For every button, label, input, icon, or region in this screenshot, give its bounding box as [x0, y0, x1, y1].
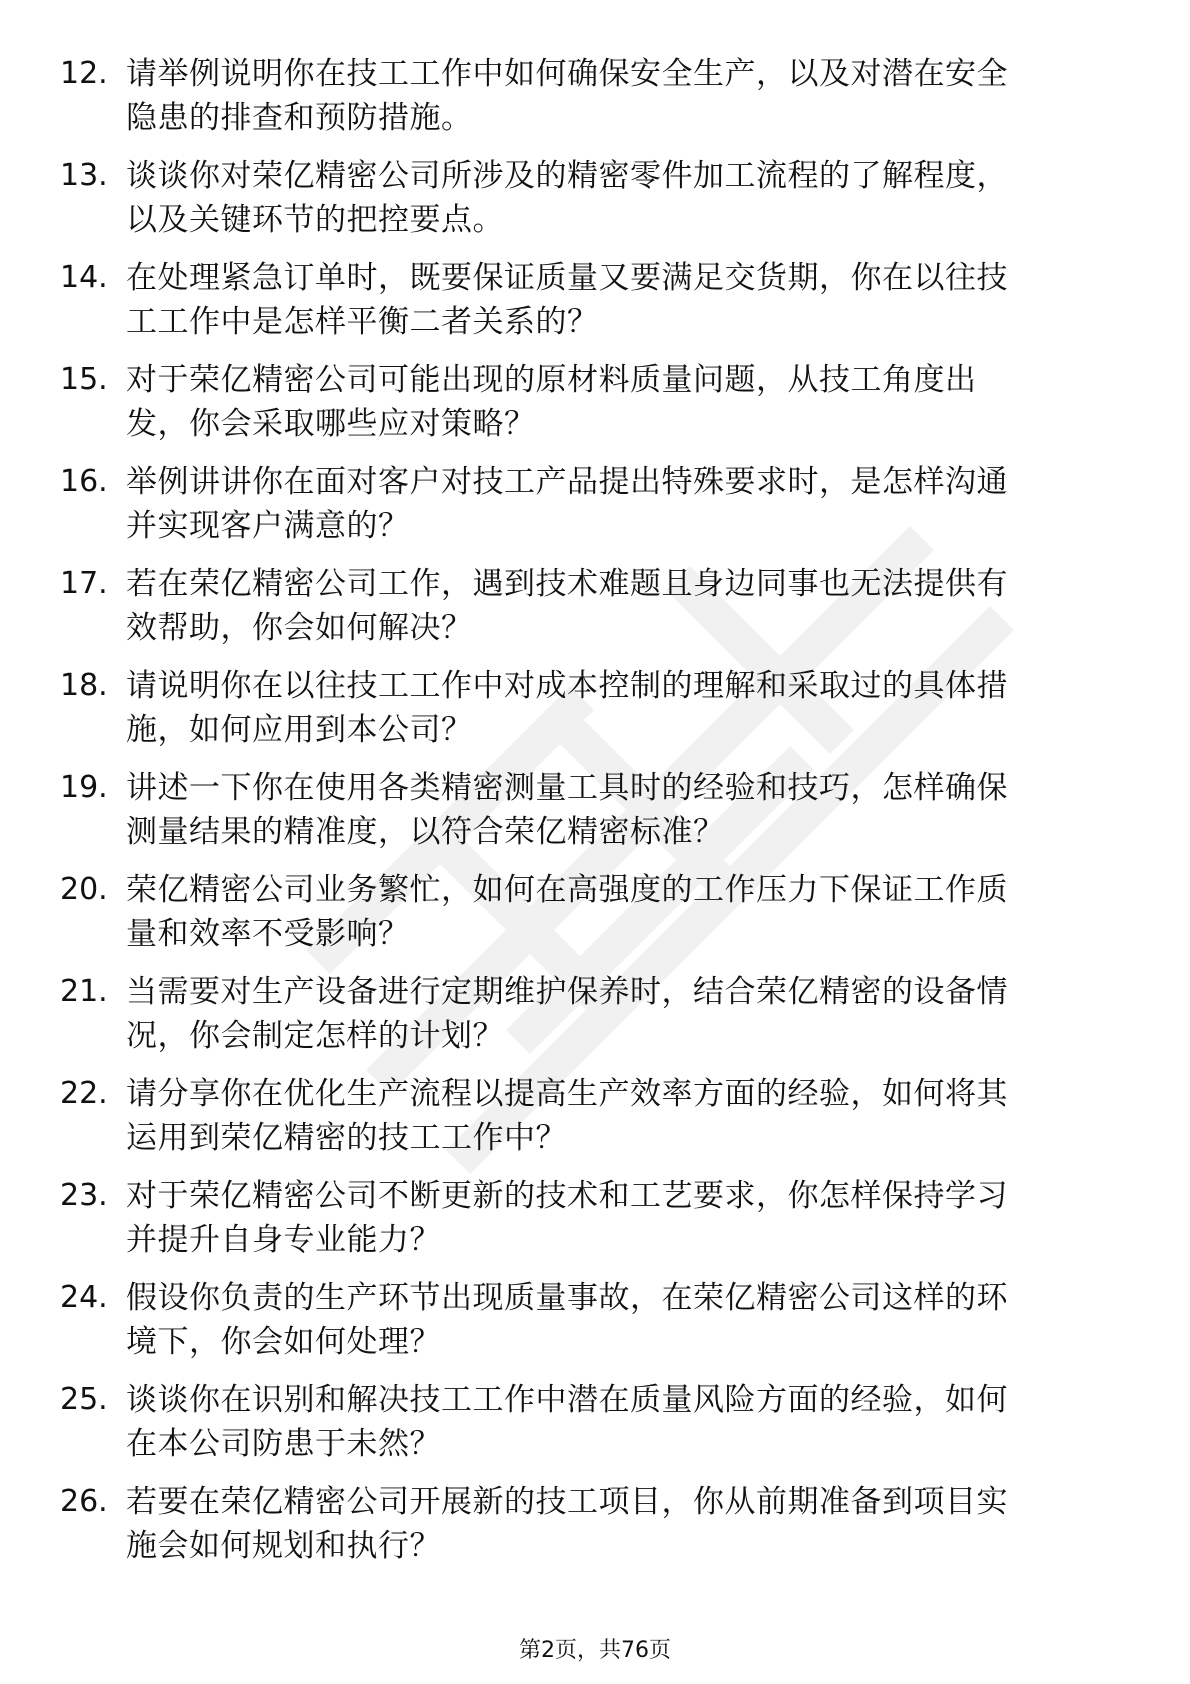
question-item-23: [0, 1174, 1190, 1270]
question-item-12: [0, 52, 1190, 148]
question-item-22: [0, 1072, 1190, 1168]
question-text: 若要在荣亿精密公司开展新的技工项目，你从前期准备到项目实 施会如何规划和执行？: [126, 1484, 1008, 1564]
question-number: 20.: [60, 872, 108, 907]
question-text: 对于荣亿精密公司不断更新的技术和工艺要求，你怎样保持学习 并提升自身专业能力？: [126, 1178, 1008, 1258]
question-number: 14.: [60, 260, 108, 295]
page-footer: 第2页，共76页: [519, 1638, 671, 1663]
question-text: 谈谈你在识别和解决技工工作中潜在质量风险方面的经验，如何 在本公司防患于未然？: [126, 1382, 1008, 1462]
question-text: 请举例说明你在技工工作中如何确保安全生产，以及对潜在安全 隐患的排查和预防措施。: [126, 56, 1008, 136]
question-text: 讲述一下你在使用各类精密测量工具时的经验和技巧，怎样确保 测量结果的精准度，以符合荣亿精密标准？: [126, 770, 1008, 850]
question-item-15: [0, 358, 1190, 454]
question-number: 15.: [60, 362, 108, 397]
question-list: [0, 52, 1190, 1582]
question-number: 16.: [60, 464, 108, 499]
question-text: 若在荣亿精密公司工作，遇到技术难题且身边同事也无法提供有 效帮助，你会如何解决？: [126, 566, 1008, 646]
question-item-25: [0, 1378, 1190, 1474]
question-item-13: [0, 154, 1190, 250]
question-text: 当需要对生产设备进行定期维护保养时，结合荣亿精密的设备情 况，你会制定怎样的计划？: [126, 974, 1008, 1054]
question-number: 23.: [60, 1178, 108, 1213]
question-item-19: [0, 766, 1190, 862]
question-item-26: [0, 1480, 1190, 1576]
question-number: 24.: [60, 1280, 108, 1315]
question-item-17: [0, 562, 1190, 658]
question-number: 13.: [60, 158, 108, 193]
question-text: 对于荣亿精密公司可能出现的原材料质量问题，从技工角度出 发，你会采取哪些应对策略？: [126, 362, 977, 442]
question-text: 请说明你在以往技工工作中对成本控制的理解和采取过的具体措 施，如何应用到本公司？: [126, 668, 1008, 748]
question-number: 25.: [60, 1382, 108, 1417]
question-text: 请分享你在优化生产流程以提高生产效率方面的经验，如何将其 运用到荣亿精密的技工工作中？: [126, 1076, 1008, 1156]
question-item-14: [0, 256, 1190, 352]
question-item-18: [0, 664, 1190, 760]
question-number: 21.: [60, 974, 108, 1009]
question-text: 在处理紧急订单时，既要保证质量又要满足交货期，你在以往技 工工作中是怎样平衡二者关系的？: [126, 260, 1008, 340]
question-item-21: [0, 970, 1190, 1066]
question-item-16: [0, 460, 1190, 556]
question-number: 18.: [60, 668, 108, 703]
question-number: 17.: [60, 566, 108, 601]
question-number: 26.: [60, 1484, 108, 1519]
question-item-20: [0, 868, 1190, 964]
question-text: 假设你负责的生产环节出现质量事故，在荣亿精密公司这样的环 境下，你会如何处理？: [126, 1280, 1008, 1360]
question-number: 12.: [60, 56, 108, 91]
question-text: 举例讲讲你在面对客户对技工产品提出特殊要求时，是怎样沟通 并实现客户满意的？: [126, 464, 1008, 544]
question-number: 19.: [60, 770, 108, 805]
question-text: 谈谈你对荣亿精密公司所涉及的精密零件加工流程的了解程度， 以及关键环节的把控要点。: [126, 158, 1008, 238]
question-item-24: [0, 1276, 1190, 1372]
question-text: 荣亿精密公司业务繁忙，如何在高强度的工作压力下保证工作质 量和效率不受影响？: [126, 872, 1008, 952]
question-number: 22.: [60, 1076, 108, 1111]
